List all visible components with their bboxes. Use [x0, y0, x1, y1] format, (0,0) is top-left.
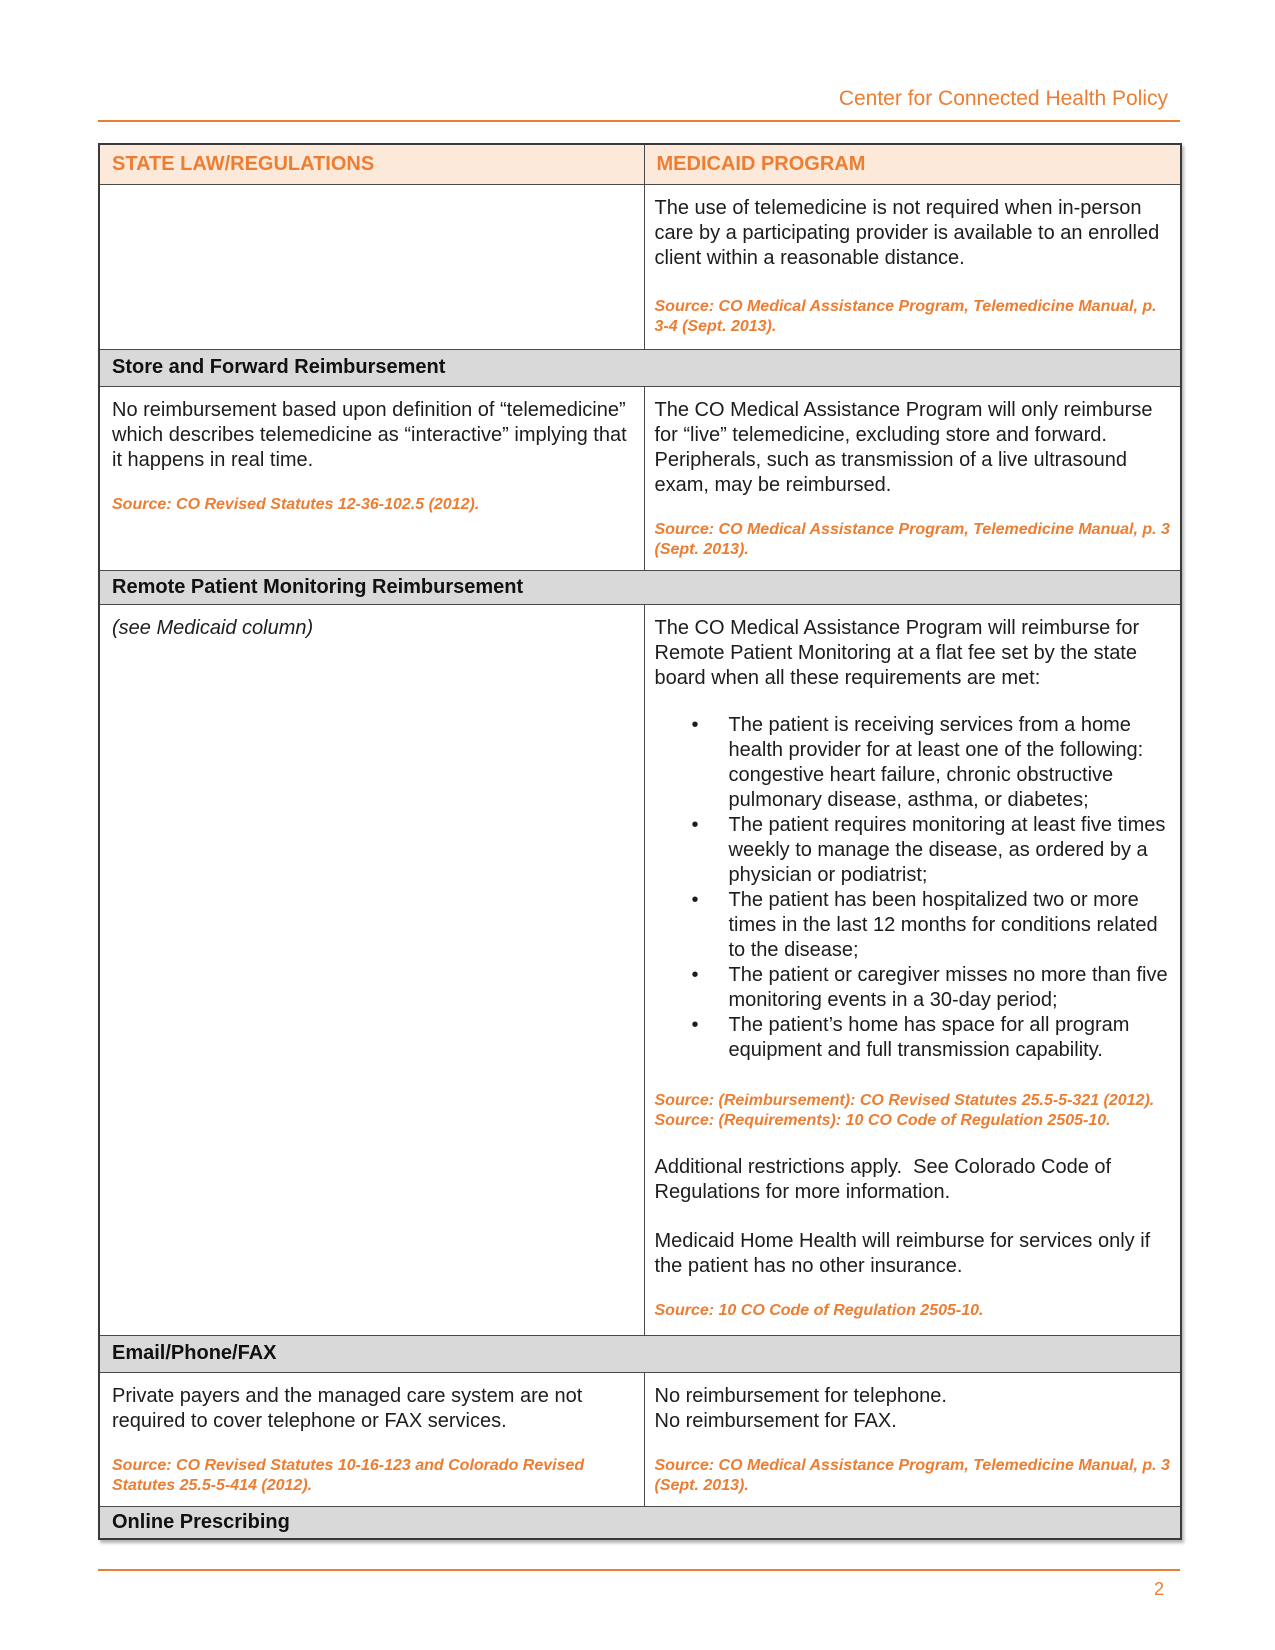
state-law-store-forward-source: Source: CO Revised Statutes 12-36-102.5 (2012).: [112, 495, 480, 513]
state-law-cell-store-forward: [99, 386, 644, 570]
medicaid-cell-telemedicine: [644, 184, 1181, 349]
medicaid-no-telephone-text: No reimbursement for telephone.: [654, 1384, 947, 1407]
medicaid-rpm-intro: The CO Medical Assistance Program will reimburse for Remote Patient Monitoring at a flat fee set by the state board when all these requirements are met:: [654, 616, 1145, 689]
medicaid-cell-email: [644, 1372, 1181, 1506]
state-law-email-text: Private payers and the managed care system are not required to cover telephone or FAX services.: [112, 1384, 588, 1432]
state-law-store-forward-text: No reimbursement based upon definition of “telemedicine” which describes telemedicine as “interactive” implying that it happens in real time.: [112, 398, 633, 471]
running-footer: [98, 1569, 1180, 1600]
section-row-store-forward: [99, 349, 1181, 386]
medicaid-no-fax-text: No reimbursement for FAX.: [654, 1409, 897, 1432]
state-law-rpm-text: (see Medicaid column): [112, 616, 314, 639]
page-number: 2: [1153, 1579, 1164, 1599]
state-law-email-source: Source: CO Revised Statutes 10-16-123 and Colorado Revised Statutes 25.5-5-414 (2012).: [112, 1456, 589, 1494]
state-law-cell-email: [99, 1372, 644, 1506]
rpm-requirement-item: • The patient’s home has space for all program equipment and full transmission capability.: [692, 1013, 1175, 1063]
medicaid-telemedicine-text: The use of telemedicine is not required when in-person care by a participating provider is available to an enrolled client within a reasonable distance.: [654, 196, 1165, 269]
page-content: [98, 0, 1180, 1540]
rpm-requirement-item: • The patient is receiving services from a home health provider for at least one of the following: congestive heart failure, chronic obstructive pulmonary disease, asthma, or diabetes;: [692, 713, 1175, 813]
table-header-row: [99, 144, 1181, 184]
table-row-telemedicine: [99, 184, 1181, 349]
table-row-rpm: [99, 604, 1181, 1335]
table-row-email-phone-fax: [99, 1372, 1181, 1506]
column-header-medicaid: MEDICAID PROGRAM: [644, 144, 1181, 184]
rpm-home-health-note: Medicaid Home Health will reimburse for services only if the patient has no other insurance.: [654, 1229, 1156, 1277]
section-title-email-phone-fax: Email/Phone/FAX: [99, 1335, 1181, 1372]
rpm-additional-restrictions: Additional restrictions apply. See Colorado Code of Regulations for more information.: [654, 1155, 1117, 1203]
section-title-store-forward: Store and Forward Reimbursement: [99, 349, 1181, 386]
running-header: [98, 0, 1180, 122]
state-law-cell-empty: [99, 184, 644, 349]
section-title-rpm: Remote Patient Monitoring Reimbursement: [99, 570, 1181, 604]
page-title: Center for Connected Health Policy: [838, 87, 1168, 110]
section-row-online-prescribing: [99, 1506, 1181, 1539]
medicaid-store-forward-text: The CO Medical Assistance Program will only reimburse for “live” telemedicine, excluding store and forward. Peripherals, such as transmission of a live ultrasound exam, may be reimbursed.: [654, 398, 1159, 496]
rpm-source-reimbursement: Source: (Reimbursement): CO Revised Statutes 25.5-5-321 (2012).: [654, 1091, 1155, 1109]
table-row-store-forward: [99, 386, 1181, 570]
rpm-requirement-item: • The patient or caregiver misses no more than five monitoring events in a 30-day period;: [692, 963, 1175, 1013]
rpm-requirements-list: [655, 713, 1175, 1063]
section-title-online-prescribing: Online Prescribing: [99, 1506, 1181, 1539]
rpm-requirement-item: • The patient has been hospitalized two or more times in the last 12 months for conditions related to the disease;: [692, 888, 1175, 963]
state-law-cell-rpm: [99, 604, 644, 1335]
section-row-email-phone-fax: [99, 1335, 1181, 1372]
policy-table: [98, 143, 1182, 1540]
rpm-source-regulation: Source: 10 CO Code of Regulation 2505-10.: [654, 1301, 984, 1319]
rpm-requirement-item: • The patient requires monitoring at least five times weekly to manage the disease, as ordered by a physician or podiatrist;: [692, 813, 1175, 888]
medicaid-telemedicine-source: Source: CO Medical Assistance Program, Telemedicine Manual, p. 3-4 (Sept. 2013).: [654, 297, 1162, 335]
rpm-source-requirements: Source: (Requirements): 10 CO Code of Regulation 2505-10.: [654, 1111, 1111, 1129]
medicaid-cell-rpm: [644, 604, 1181, 1335]
footer-rule: [98, 1569, 1180, 1571]
medicaid-store-forward-source: Source: CO Medical Assistance Program, Telemedicine Manual, p. 3 (Sept. 2013).: [654, 520, 1175, 558]
medicaid-email-source: Source: CO Medical Assistance Program, Telemedicine Manual, p. 3 (Sept. 2013).: [654, 1456, 1175, 1494]
medicaid-cell-store-forward: [644, 386, 1181, 570]
column-header-state-law: STATE LAW/REGULATIONS: [99, 144, 644, 184]
section-row-rpm: [99, 570, 1181, 604]
header-rule: [98, 120, 1180, 122]
